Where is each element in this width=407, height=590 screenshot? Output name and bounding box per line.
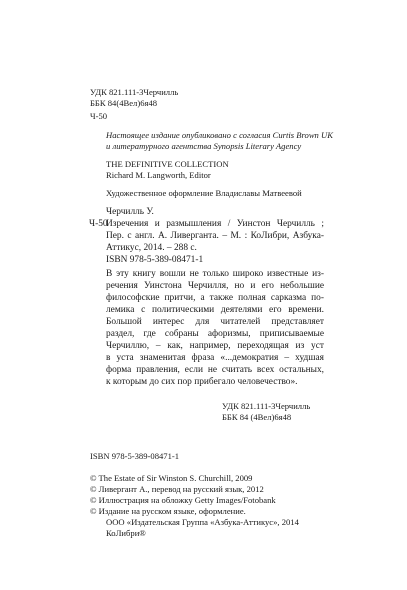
copyright-line: © Издание на русском языке, оформление. [90,506,246,516]
annotation-line: Черчиллю, – как, например, переходящая из уст [106,341,324,351]
annotation-line: в уста знаменитая фраза «...демократия – худшая [106,353,324,363]
catalog-line: Пер. с англ. А. Ливерганта. – М. : КоЛибри, Азбука- [106,231,324,241]
original-collection-title: THE DEFINITIVE COLLECTION [106,159,229,169]
annotation-line: лемика с политическими деятелями его времени. [106,305,324,315]
annotation [106,268,324,388]
bbk-code-bottom: ББК 84 (4Вел)6я48 [222,412,292,422]
catalog-author: Черчилль У. [106,207,154,217]
license-note-line: и литературного агентства Synopsis Literary Agency [106,141,302,151]
copyright-line: © Ливергант А., перевод на русский язык, 2012 [90,484,264,494]
catalog-description [106,218,324,266]
annotation-line: к которым до сих пор прибегало человечество». [106,377,298,387]
catalog-mark: Ч-50 [89,219,108,229]
catalog-isbn: ISBN 978-5-389-08471-1 [106,255,204,265]
annotation-line: речения Уинстона Черчилля, но и его небольшие [106,281,324,291]
annotation-line: Большой интерес для читателей представляет [106,317,324,327]
isbn: ISBN 978-5-389-08471-1 [90,451,180,461]
udk-code-bottom: УДК 821.111-3Черчилль [222,401,311,411]
copyright-line: © The Estate of Sir Winston S. Churchill, 2009 [90,473,253,483]
bbk-code: ББК 84(4Вел)6я48 [90,98,158,108]
catalog-line: Изречения и размышления / Уинстон Черчилль ; [106,219,324,229]
annotation-line: философские притчи, а также полная сарказма по- [106,293,324,303]
annotation-line: В эту книгу вошли не только широко известные из- [106,269,324,279]
design-credit: Художественное оформление Владиславы Матвеевой [106,188,302,198]
author-mark: Ч-50 [90,111,108,121]
license-note-line: Настоящее издание опубликовано с согласия Curtis Brown UK [106,130,333,140]
imprint-line: КоЛибри® [106,528,146,538]
annotation-line: форма правления, если не считать всех остальных, [106,365,324,375]
copyright-line: © Иллюстрация на обложку Getty Images/Fotobank [90,495,276,505]
annotation-line: раздел, где собраны афоризмы, приписываемые [106,329,324,339]
original-editor: Richard M. Langworth, Editor [106,170,211,180]
catalog-line: Аттикус, 2014. – 288 с. [106,243,197,253]
udk-code: УДК 821.111-3Черчилль [90,87,179,97]
publisher-line: ООО «Издательская Группа «Азбука-Аттикус», 2014 [106,517,299,527]
